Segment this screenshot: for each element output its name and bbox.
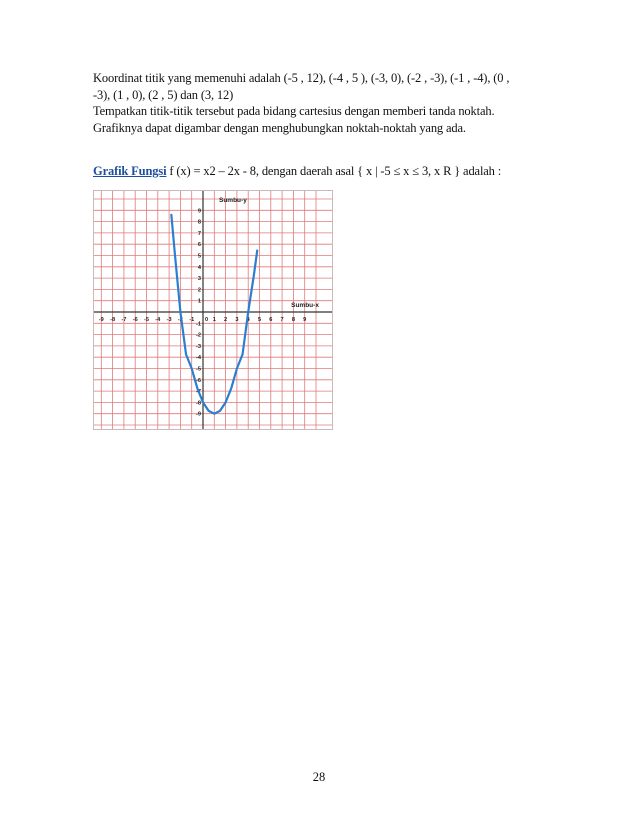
x-tick-label: 2 bbox=[224, 317, 228, 323]
x-tick-label: -5 bbox=[144, 317, 149, 323]
origin-label: 0 bbox=[205, 317, 209, 323]
paragraph-line-3: Tempatkan titik-titik tersebut pada bidang cartesius dengan memberi tanda noktah. bbox=[93, 104, 495, 118]
paragraph-coordinates bbox=[93, 70, 563, 136]
axes bbox=[94, 191, 332, 429]
x-tick-label: -2 bbox=[177, 317, 183, 323]
paragraph-function bbox=[93, 163, 563, 180]
y-tick-label: -9 bbox=[196, 411, 201, 418]
function-graph-figure bbox=[93, 190, 333, 430]
y-axis-label: Sumbu-y bbox=[219, 197, 247, 204]
x-tick-label: 7 bbox=[280, 317, 284, 323]
y-tick-label: -3 bbox=[196, 343, 201, 350]
paragraph-line-1: Koordinat titik yang memenuhi adalah (-5 , 12), (-4 , 5 ), (-3, 0), (-2 , -3), (-1 , -4), (0 , bbox=[93, 71, 510, 85]
y-tick-label: -1 bbox=[196, 321, 201, 328]
y-tick-label: 5 bbox=[197, 253, 201, 260]
graph-svg bbox=[94, 191, 332, 429]
x-tick-label: -6 bbox=[132, 317, 138, 323]
y-tick-label: -7 bbox=[196, 389, 201, 396]
y-tick-label: 9 bbox=[197, 208, 201, 215]
x-tick-label: 4 bbox=[246, 317, 250, 323]
x-tick-label: 8 bbox=[291, 317, 295, 323]
y-tick-label: 2 bbox=[197, 287, 201, 294]
x-axis-label: Sumbu-x bbox=[291, 302, 319, 309]
y-tick-label: -8 bbox=[196, 400, 201, 407]
y-tick-label: 8 bbox=[197, 219, 201, 226]
y-tick-label: 7 bbox=[197, 230, 201, 237]
x-tick-label: 1 bbox=[212, 317, 216, 323]
y-tick-label: 4 bbox=[197, 264, 201, 271]
y-tick-label: -4 bbox=[196, 355, 201, 362]
x-tick-label: -7 bbox=[121, 317, 127, 323]
x-tick-label: -4 bbox=[155, 317, 161, 323]
page-number: 28 bbox=[312, 770, 326, 784]
y-tick-label: 1 bbox=[197, 298, 201, 305]
y-tick-label: 3 bbox=[197, 276, 201, 283]
paragraph-line-2: -3), (1 , 0), (2 , 5) dan (3, 12) bbox=[93, 87, 234, 102]
x-tick-label: -1 bbox=[189, 317, 195, 323]
x-tick-label: -8 bbox=[110, 317, 116, 323]
y-tick-label: 6 bbox=[197, 242, 201, 249]
x-tick-label: -9 bbox=[98, 317, 104, 323]
grid-lines bbox=[94, 191, 332, 429]
x-tick-label: 6 bbox=[269, 317, 273, 323]
x-tick-label: 9 bbox=[303, 317, 307, 323]
x-tick-label: 3 bbox=[235, 317, 239, 323]
paragraph-line-4: Grafiknya dapat digambar dengan menghubungkan noktah-noktah yang ada. bbox=[93, 120, 466, 135]
y-tick-label: -2 bbox=[196, 332, 201, 339]
x-tick-label: -3 bbox=[166, 317, 172, 323]
y-tick-label: -5 bbox=[196, 366, 201, 373]
function-description: f (x) = x2 – 2x - 8, dengan daerah asal { x | -5 ≤ x ≤ 3, x R } adalah : bbox=[166, 164, 502, 178]
y-tick-label: -6 bbox=[196, 377, 201, 384]
x-tick-label: 5 bbox=[257, 317, 262, 323]
grafik-fungsi-link[interactable]: Grafik Fungsi bbox=[93, 164, 167, 178]
